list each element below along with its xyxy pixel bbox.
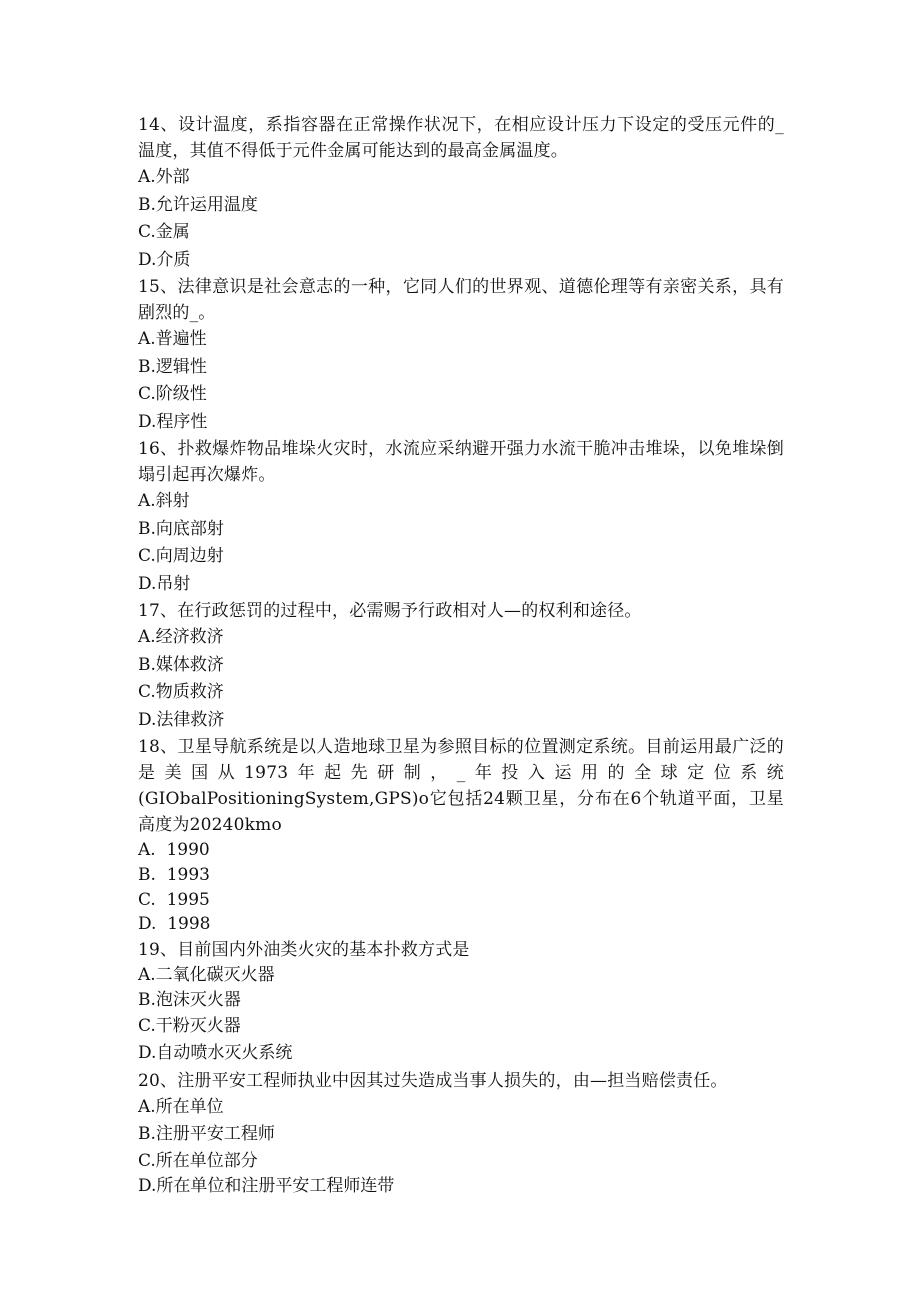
option-b: B.媒体救济	[138, 654, 224, 675]
option-c: C.向周边射	[138, 546, 224, 566]
document-page	[138, 112, 784, 1198]
question-stem: 18、卫星导航系统是以人造地球卫星为参照目标的位置测定系统。目前运用最广泛的是美国从1973年起先研制，_年投入运用的全球定位系统(GIObalPositioningSystem,GPS)o它包括24颗卫星，分布在6个轨道平面，卫星高度为20240kmo	[138, 737, 784, 835]
question-stem: 19、目前国内外油类火灾的基本扑救方式是	[138, 940, 470, 961]
question-stem: 20、注册平安工程师执业中因其过失造成当事人损失的，由—担当赔偿责任。	[138, 1070, 728, 1091]
option-d: D.介质	[138, 249, 191, 270]
option-c: C.阶级性	[138, 384, 207, 404]
question-14	[138, 112, 784, 274]
option-c: C. 1995	[138, 889, 210, 910]
option-a: A.所在单位	[138, 1096, 224, 1117]
option-d: D.法律救济	[138, 709, 225, 730]
option-c: C.干粉灭火器	[138, 1015, 241, 1036]
option-a: A.斜射	[138, 491, 190, 511]
option-d: D.自动喷水灭火系统	[138, 1043, 293, 1064]
option-a: A.经济救济	[138, 627, 224, 647]
question-15	[138, 274, 784, 436]
option-b: B.注册平安工程师	[138, 1124, 275, 1145]
option-b: B.向底部射	[138, 518, 224, 539]
option-c: C.金属	[138, 222, 190, 242]
option-b: B. 1993	[138, 864, 210, 885]
question-20	[138, 1068, 784, 1199]
option-c: C.物质救济	[138, 682, 224, 702]
question-stem: 17、在行政惩罚的过程中，必需赐予行政相对人—的权利和途径。	[138, 601, 642, 621]
question-18	[138, 734, 784, 937]
option-b: B.逻辑性	[138, 356, 207, 377]
question-17	[138, 598, 784, 734]
option-a: A.普遍性	[138, 329, 207, 349]
option-c: C.所在单位部分	[138, 1150, 258, 1171]
option-b: B.泡沫灭火器	[138, 989, 241, 1010]
question-16	[138, 436, 784, 598]
option-d: D. 1998	[138, 914, 211, 935]
option-d: D.所在单位和注册平安工程师连带	[138, 1175, 395, 1196]
option-d: D.程序性	[138, 411, 208, 432]
question-stem: 14、设计温度，系指容器在正常操作状况下，在相应设计压力下设定的受压元件的_温度，其值不得低于元件金属可能达到的最高金属温度。	[138, 115, 784, 161]
question-19	[138, 937, 784, 1068]
option-b: B.允许运用温度	[138, 194, 258, 215]
option-d: D.吊射	[138, 573, 191, 594]
option-a: A.二氧化碳灭火器	[138, 965, 275, 986]
question-stem: 15、法律意识是社会意志的一种，它同人们的世界观、道德伦理等有亲密关系，具有剧烈的_。	[138, 277, 784, 323]
option-a: A.外部	[138, 167, 190, 187]
question-stem: 16、扑救爆炸物品堆垛火灾时，水流应采纳避开强力水流干脆冲击堆垛，以免堆垛倒塌引起再次爆炸。	[138, 439, 784, 485]
option-a: A. 1990	[138, 840, 210, 860]
